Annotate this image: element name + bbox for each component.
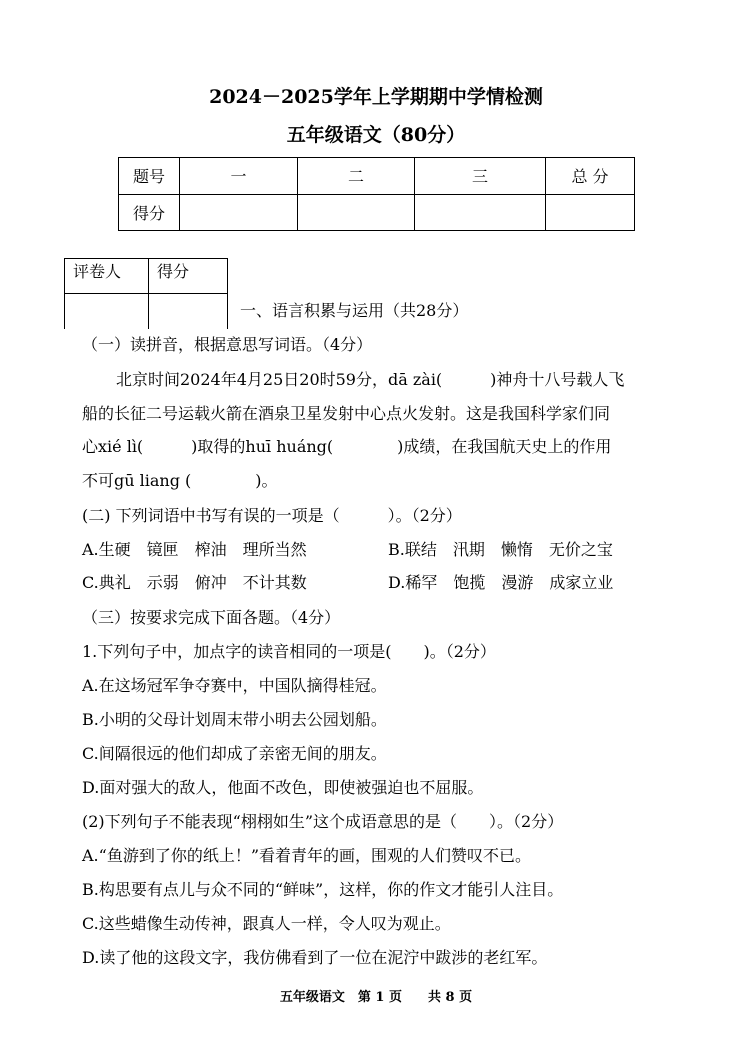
- reviewer-box-header-row: [65, 259, 228, 294]
- score-table: [118, 157, 635, 231]
- score-table-header-row: [119, 158, 635, 195]
- q3-sub1-option-c: C.间隔很远的他们却成了亲密无间的朋友。: [82, 744, 387, 763]
- q2-option-b: B.联结 汛期 懒惰 无价之宝: [388, 540, 613, 559]
- reviewer-score-label: 得分: [149, 259, 228, 294]
- page-footer: 五年级语文 第 1 页 共 8 页: [279, 990, 473, 1005]
- score-cell-part2[interactable]: [298, 194, 415, 231]
- reviewer-score-cell[interactable]: [149, 294, 228, 329]
- score-cell-total[interactable]: [546, 194, 635, 231]
- q3-sub1-option-d: D.面对强大的敌人，他面不改色，即使被强迫也不屈服。: [82, 778, 484, 797]
- score-header-total: 总 分: [546, 158, 635, 195]
- q3-sub2-option-a: A.“鱼游到了你的纸上！”看着青年的画，围观的人们赞叹不已。: [82, 846, 532, 865]
- score-cell-part3[interactable]: [415, 194, 546, 231]
- score-cell-part1[interactable]: [180, 194, 298, 231]
- q3-sub2-option-b: B.构思要有点儿与众不同的“鲜味”，这样，你的作文才能引人注目。: [82, 880, 564, 899]
- score-header-part1: 一: [180, 158, 298, 195]
- q3-sub2-question: (2)下列句子不能表现“栩栩如生”这个成语意思的是（ ）。（2分）: [82, 812, 564, 831]
- exam-subtitle: 五年级语文（80分）: [286, 124, 466, 146]
- q3-heading: （三）按要求完成下面各题。（4分）: [82, 608, 341, 627]
- reviewer-name-cell[interactable]: [65, 294, 149, 329]
- score-header-part3: 三: [415, 158, 546, 195]
- q2-heading: (二) 下列词语中书写有误的一项是（ ）。（2分）: [82, 506, 462, 525]
- score-header-number: 题号: [119, 158, 180, 195]
- q1-line4: 不可gū liang ( )。: [82, 471, 278, 490]
- q3-sub2-option-c: C.这些蜡像生动传神，跟真人一样，令人叹为观止。: [82, 914, 451, 933]
- reviewer-box: [64, 258, 228, 329]
- q3-sub1-option-b: B.小明的父母计划周末带小明去公园划船。: [82, 710, 387, 729]
- reviewer-box-input-row: [65, 294, 228, 329]
- score-table-score-row: [119, 194, 635, 231]
- section1-heading: 一、语言积累与运用（共28分）: [240, 301, 469, 320]
- score-row-label: 得分: [119, 194, 180, 231]
- score-header-part2: 二: [298, 158, 415, 195]
- q3-sub2-option-d: D.读了他的这段文字，我仿佛看到了一位在泥泞中跋涉的老红军。: [82, 948, 548, 967]
- q2-option-a: A.生硬 镜匣 榨油 理所当然: [82, 540, 307, 559]
- q3-sub1-question: 1.下列句子中，加点字的读音相同的一项是( )。（2分）: [82, 642, 496, 661]
- q1-line3: 心xié lì( )取得的huī huáng( )成绩，在我国航天史上的作用: [82, 437, 612, 456]
- q2-option-c: C.典礼 示弱 俯冲 不计其数: [82, 573, 307, 592]
- exam-title: 2024－2025学年上学期期中学情检测: [209, 86, 543, 108]
- q1-line2: 船的长征二号运载火箭在酒泉卫星发射中心点火发射。这是我国科学家们同: [82, 404, 611, 423]
- q1-line1: 北京时间2024年4月25日20时59分，dā zài( )神舟十八号载人飞: [116, 370, 625, 389]
- q3-sub1-option-a: A.在这场冠军争夺赛中，中国队摘得桂冠。: [82, 676, 387, 695]
- q1-heading: （一）读拼音，根据意思写词语。（4分）: [82, 335, 373, 354]
- reviewer-label: 评卷人: [65, 259, 149, 294]
- q2-option-d: D.稀罕 饱揽 漫游 成家立业: [388, 573, 614, 592]
